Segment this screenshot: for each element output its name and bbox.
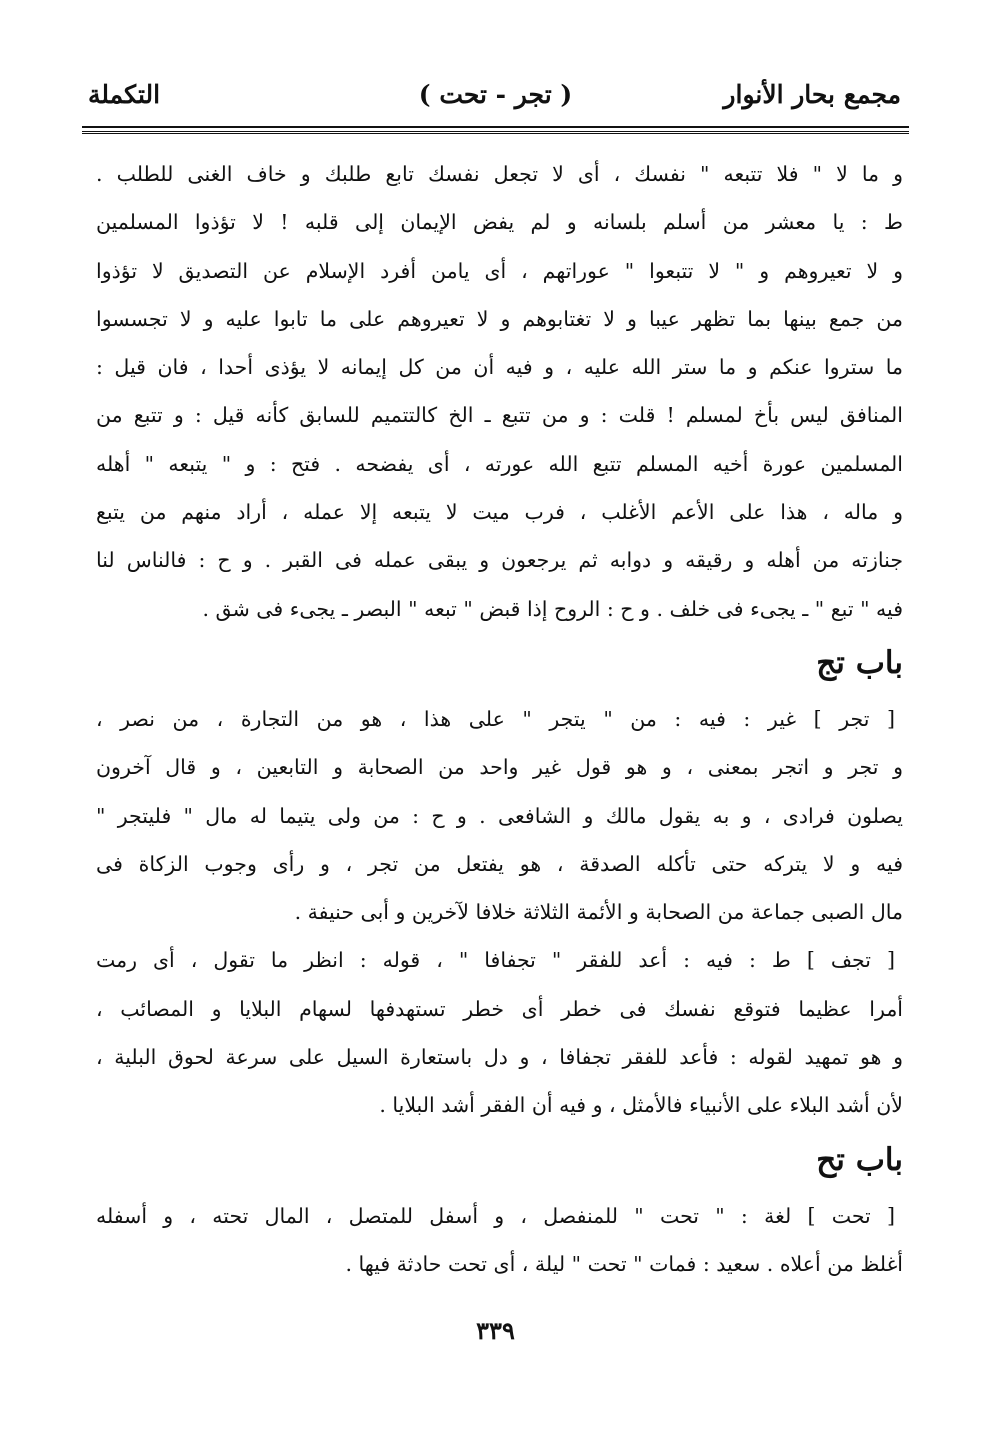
- text-line: أمرا عظيما فتوقع نفسك فى خطر أى خطر تستهدفها لسهام البلايا و المصائب ،: [96, 996, 903, 1021]
- text-line: ط : يا معشر من أسلم بلسانه و لم يفض الإيمان إلى قلبه ! لا تؤذوا المسلمين: [96, 210, 903, 235]
- text-line: المسلمين عورة أخيه المسلم تتبع الله عورته ، أى يفضحه . فتح : و " يتبعه " أهله: [96, 451, 903, 476]
- text-line: يصلون فرادى ، و به يقول مالك و الشافعى . و ح : من ولى يتيما له مال " فليتجر ": [96, 803, 903, 828]
- header-rule: [82, 126, 909, 132]
- text-line: لأن أشد البلاء على الأنبياء فالأمثل ، و فيه أن الفقر أشد البلايا .: [379, 1093, 903, 1118]
- page-number: ٣٣٩: [476, 1316, 515, 1345]
- text-line: و لا تعيروهم و " لا تتبعوا " عوراتهم ، أى يامن أفرد الإسلام عن التصديق لا تؤذوا: [96, 258, 903, 283]
- text-line: فيه " تبع " ـ يجىء فى خلف . و ح : الروح إذا قبض " تبعه " البصر ـ يجىء فى شق .: [202, 596, 903, 621]
- text-line: و ما لا " فلا تتبعه " نفسك ، أى لا تجعل نفسك تابع طلبك و خاف الغنى للطلب .: [96, 162, 903, 186]
- text-line: و تجر و اتجر بمعنى ، و هو قول غير واحد من الصحابة و التابعين ، و قال آخرون: [96, 755, 903, 780]
- text-line: [ تجف ] ط : فيه : أعد للفقر " تجفافا " ، قوله : انظر ما تقول ، أى رمت: [96, 948, 895, 973]
- text-line: و هو تمهيد لقوله : فأعد للفقر تجفافا ، و دل باستعارة السيل على سرعة لحوق البلية ،: [96, 1045, 903, 1070]
- text-line: ما ستروا عنكم و ما ستر الله عليه ، و فيه أن من كل إيمانه لا يؤذى أحدا ، فان قيل :: [96, 355, 903, 380]
- section-heading-tah: باب تح: [816, 1141, 903, 1178]
- text-line: من جمع بينها بما تظهر عيبا و لا تغتابوهم و لا تعيروهم على ما تابوا عليه و لا تجسسوا: [96, 306, 903, 331]
- running-header: [82, 72, 909, 116]
- text-line: مال الصبى جماعة من الصحابة و الأئمة الثلاثة خلافا لآخرين و أبى حنيفة .: [294, 900, 903, 925]
- header-rule-thin: [82, 133, 909, 134]
- section-heading-taj: باب تج: [816, 644, 903, 681]
- entry-tajr: [96, 695, 903, 936]
- book-title: مجمع بحار الأنوار: [723, 80, 901, 109]
- main-text: [96, 150, 903, 1288]
- entry-range: ( تجر - تحت ): [418, 80, 573, 109]
- paragraph-tabi: [96, 150, 903, 633]
- text-line: [ تجر ] غير : فيه : من " يتجر " على هذا ، هو من التجارة ، من نصر ،: [96, 706, 895, 731]
- text-line: المنافق ليس بأخ لمسلم ! قلت : و من تتبع ـ الخ كالتتميم للسابق كأنه قيل : و تتبع من: [96, 403, 903, 428]
- entry-tajaf: [96, 936, 903, 1129]
- text-line: جنازته من أهله و رقيقه و دوابه ثم يرجعون و يبقى عمله فى القبر . و ح : فالناس لنا: [96, 548, 903, 573]
- section-label: التكملة: [88, 80, 161, 109]
- text-line: و ماله ، هذا على الأعم الأغلب ، فرب ميت لا يتبعه إلا عمله ، أراد منهم من يتبع: [96, 500, 903, 525]
- text-line: أغلظ من أعلاه . سعيد : فمات " تحت " ليلة ، أى تحت حادثة فيها .: [345, 1251, 903, 1276]
- entry-taht: [96, 1192, 903, 1289]
- text-line: [ تحت ] لغة : " تحت " للمنفصل ، و أسفل للمتصل ، المال تحته ، و أسفله: [96, 1203, 895, 1228]
- text-line: فيه و لا يتركه حتى تأكله الصدقة ، هو يفتعل من تجر ، و رأى وجوب الزكاة فى: [96, 851, 903, 876]
